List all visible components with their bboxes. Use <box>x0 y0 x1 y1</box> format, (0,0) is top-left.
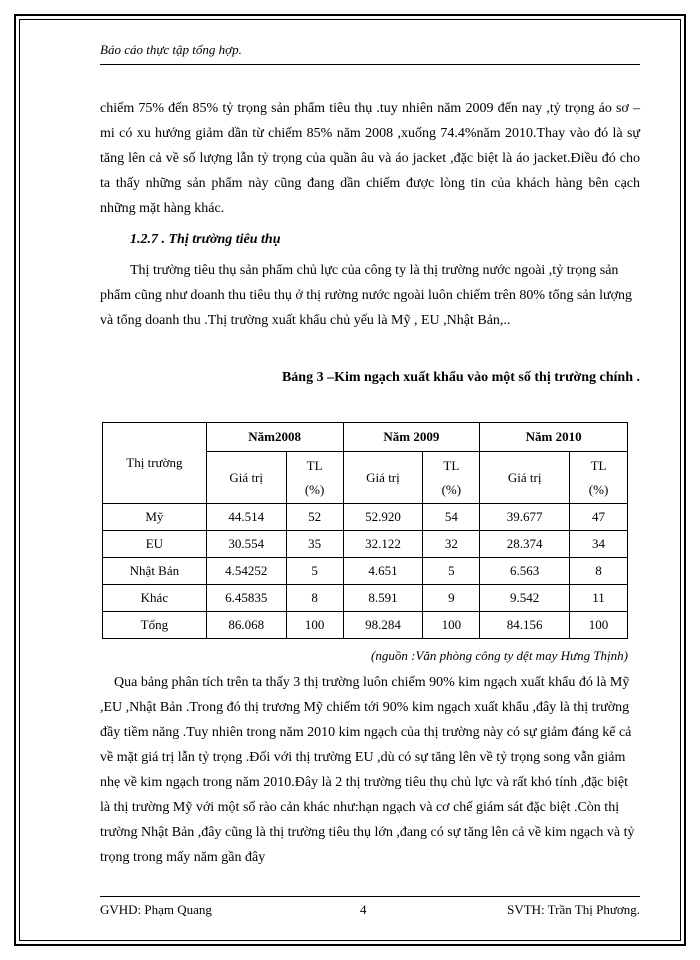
paragraph-3: Qua bảng phân tích trên ta thấy 3 thị trường luôn chiếm 90% kim ngạch xuất khẩu đó là Mỹ ,EU ,Nhật Bản .Trong đó thị trương Mỹ chiếm tới 90% kim ngạch xuất khẩu ,đây là thị trường đầy tiềm năng .Tuy nhiên trong năm 2010 kim ngạch của thị trường này có sự giảm đáng kể cả về mặt giá trị lẫn tỷ trọng .Đối với thị trường EU ,dù có sự tăng lên về tỷ trọng song vẫn giảm nhẹ về kim ngạch trong năm 2010.Đây là 2 thị trường tiêu thụ chủ lực và rất khó tính ,đặc biệt là thị trường Mỹ với một số rào cản khác như:hạn ngạch và cơ chế giám sát đặc biệt .Còn thị trường Nhật Bản ,đây cũng là thị trường tiêu thụ lớn ,đang có sự tăng lên cả về kim ngạch và tỷ trọng trong mấy năm gần đây <box>100 675 635 865</box>
year-header-2009: Năm 2009 <box>343 423 480 452</box>
sub-header-value: Giá trị <box>480 452 570 504</box>
sub-header-tl: TL (%) <box>423 452 480 504</box>
table-caption: Bảng 3 –Kim ngạch xuất khẩu vào một số thị trường chính . <box>281 370 640 385</box>
year-header-2010: Năm 2010 <box>480 423 628 452</box>
table-row: EU 30.554 35 32.122 32 28.374 34 <box>103 531 628 558</box>
paragraph-1: chiếm 75% đến 85% tỷ trọng sản phẩm tiêu thụ .tuy nhiên năm 2009 đến nay ,tỷ trọng áo sơ –mi có xu hướng giảm dần từ chiếm 85% năm 2008 ,xuống 74.4%năm 2010.Thay vào đó là sự tăng lên cả về số lượng lẫn tỷ trọng của quần âu và áo jacket ,đặc biệt là áo jacket.Điều đó cho ta thấy những sản phẩm này cũng đang dần chiếm được lòng tin của khách hàng bên cạch những mặt hàng khác. <box>100 101 640 216</box>
table-row: Tổng 86.068 100 98.284 100 84.156 100 <box>103 612 628 639</box>
section-heading: 1.2.7 . Thị trường tiêu thụ <box>130 232 281 247</box>
sub-header-value: Giá trị <box>206 452 286 504</box>
page-header: Báo cáo thực tập tổng hợp. <box>100 42 640 65</box>
footer-student: SVTH: Trần Thị Phương. <box>507 902 640 917</box>
table-source: (nguồn :Văn phòng công ty dệt may Hưng Thịnh) <box>371 648 628 663</box>
footer-advisor: GVHD: Phạm Quang <box>100 902 212 917</box>
paragraph-2: Thị trường tiêu thụ sản phẩm chủ lực của công ty là thị trường nước ngoài ,tỷ trọng sản phẩm cũng như doanh thu tiêu thụ ở thị rường nước ngoài luôn chiếm trên 80% tổng sản lượng và tổng doanh thu .Thị trường xuất khẩu chủ yếu là Mỹ , EU ,Nhật Bản,.. <box>100 263 632 328</box>
sub-header-tl: TL (%) <box>570 452 628 504</box>
col-market-header: Thị trường <box>103 423 207 504</box>
export-table <box>102 422 628 639</box>
table-row: Nhật Bản 4.54252 5 4.651 5 6.563 8 <box>103 558 628 585</box>
page-number: 4 <box>360 902 367 917</box>
sub-header-value: Giá trị <box>343 452 423 504</box>
year-header-2008: Năm2008 <box>206 423 343 452</box>
table-row: Khác 6.45835 8 8.591 9 9.542 11 <box>103 585 628 612</box>
sub-header-tl: TL (%) <box>286 452 343 504</box>
table-row: Mỹ 44.514 52 52.920 54 39.677 47 <box>103 504 628 531</box>
page-footer <box>100 896 640 918</box>
